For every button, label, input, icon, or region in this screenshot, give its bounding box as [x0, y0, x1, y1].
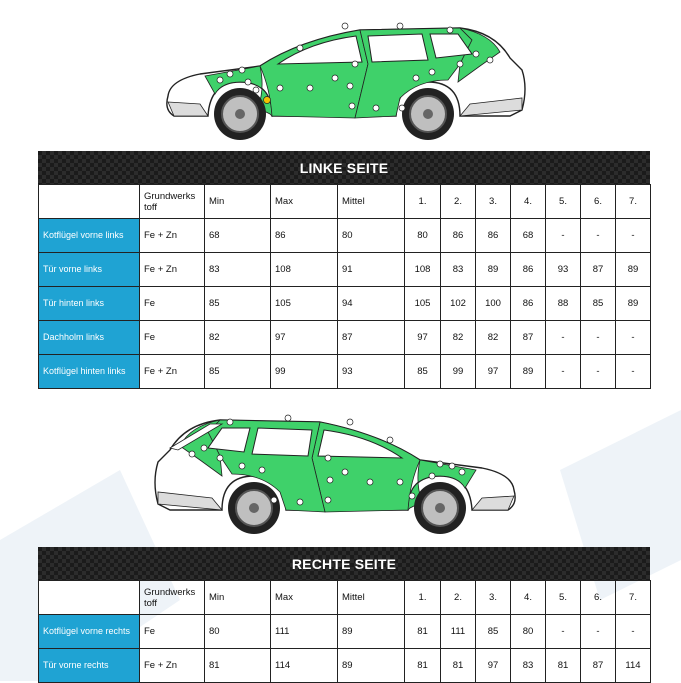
table-cell: 81 — [546, 649, 581, 683]
table-cell: 87 — [511, 321, 546, 355]
table-cell: 85 — [205, 287, 271, 321]
table-cell: 89 — [511, 355, 546, 389]
table-cell: 94 — [338, 287, 405, 321]
table-cell: 83 — [205, 253, 271, 287]
table-row — [39, 219, 651, 253]
table-cell: - — [581, 219, 616, 253]
header-cell: Max — [271, 185, 338, 219]
table-cell: 81 — [205, 649, 271, 683]
row-label: Kotflügel vorne links — [39, 219, 140, 253]
row-label: Kotflügel hinten links — [39, 355, 140, 389]
table-cell: 68 — [205, 219, 271, 253]
table-cell: 87 — [581, 253, 616, 287]
table-cell: 80 — [405, 219, 441, 253]
header-cell: 5. — [546, 581, 581, 615]
header-cell: Grundwerks toff — [140, 185, 205, 219]
table-cell: Fe + Zn — [140, 649, 205, 683]
table-cell: 86 — [511, 253, 546, 287]
table-cell: 85 — [405, 355, 441, 389]
table-cell: - — [546, 321, 581, 355]
table-cell: 82 — [205, 321, 271, 355]
table-row — [39, 321, 651, 355]
table-cell: 114 — [271, 649, 338, 683]
table-cell: 99 — [271, 355, 338, 389]
header-cell — [39, 581, 140, 615]
left-side-section — [38, 151, 650, 389]
table-cell: 89 — [338, 649, 405, 683]
left-side-table — [38, 184, 651, 389]
table-row — [39, 615, 651, 649]
table-cell: 91 — [338, 253, 405, 287]
table-cell: 97 — [271, 321, 338, 355]
table-cell: 81 — [441, 649, 476, 683]
table-cell: 89 — [338, 615, 405, 649]
right-side-table — [38, 580, 651, 683]
table-cell: 97 — [476, 355, 511, 389]
row-label: Tür vorne links — [39, 253, 140, 287]
table-cell: 87 — [581, 649, 616, 683]
table-cell: - — [616, 321, 651, 355]
header-cell: Mittel — [338, 185, 405, 219]
table-cell: 88 — [546, 287, 581, 321]
header-cell: Min — [205, 185, 271, 219]
table-cell: - — [581, 615, 616, 649]
table-cell: 85 — [476, 615, 511, 649]
table-cell: 108 — [271, 253, 338, 287]
header-cell: Mittel — [338, 581, 405, 615]
header-cell — [39, 185, 140, 219]
table-cell: 97 — [405, 321, 441, 355]
header-cell: Grundwerks toff — [140, 581, 205, 615]
table-cell: 105 — [405, 287, 441, 321]
table-cell: 83 — [441, 253, 476, 287]
table-cell: 81 — [405, 649, 441, 683]
table-cell: - — [616, 355, 651, 389]
table-cell: 99 — [441, 355, 476, 389]
right-side-section — [38, 547, 650, 683]
table-cell: 80 — [205, 615, 271, 649]
right-side-title: RECHTE SEITE — [38, 547, 650, 580]
header-cell: Max — [271, 581, 338, 615]
table-cell: 85 — [581, 287, 616, 321]
table-header-row — [39, 185, 651, 219]
row-label: Dachholm links — [39, 321, 140, 355]
table-header-row — [39, 581, 651, 615]
row-label: Tür vorne rechts — [39, 649, 140, 683]
table-cell: 86 — [271, 219, 338, 253]
header-cell: 2. — [441, 185, 476, 219]
table-cell: Fe — [140, 287, 205, 321]
table-cell: 86 — [476, 219, 511, 253]
header-cell: 4. — [511, 185, 546, 219]
row-label: Tür hinten links — [39, 287, 140, 321]
row-label: Kotflügel vorne rechts — [39, 615, 140, 649]
table-cell: 93 — [338, 355, 405, 389]
table-cell: 81 — [405, 615, 441, 649]
table-cell: 89 — [616, 253, 651, 287]
header-cell: 5. — [546, 185, 581, 219]
table-cell: 80 — [338, 219, 405, 253]
table-cell: - — [616, 615, 651, 649]
table-cell: Fe — [140, 615, 205, 649]
table-cell: 111 — [271, 615, 338, 649]
table-cell: - — [546, 615, 581, 649]
table-cell: Fe — [140, 321, 205, 355]
table-cell: 100 — [476, 287, 511, 321]
table-cell: 97 — [476, 649, 511, 683]
table-cell: - — [546, 355, 581, 389]
table-cell: 80 — [511, 615, 546, 649]
car-left-side-diagram — [160, 18, 530, 143]
table-cell: 68 — [511, 219, 546, 253]
header-cell: 4. — [511, 581, 546, 615]
table-cell: 86 — [511, 287, 546, 321]
header-cell: 3. — [476, 581, 511, 615]
table-cell: - — [616, 219, 651, 253]
header-cell: 2. — [441, 581, 476, 615]
table-cell: 85 — [205, 355, 271, 389]
table-row — [39, 649, 651, 683]
table-cell: 114 — [616, 649, 651, 683]
table-cell: 108 — [405, 253, 441, 287]
table-cell: 82 — [476, 321, 511, 355]
header-cell: 7. — [616, 581, 651, 615]
header-cell: 6. — [581, 185, 616, 219]
table-row — [39, 253, 651, 287]
header-cell: 1. — [405, 581, 441, 615]
table-cell: Fe + Zn — [140, 253, 205, 287]
header-cell: 7. — [616, 185, 651, 219]
table-cell: 102 — [441, 287, 476, 321]
table-row — [39, 355, 651, 389]
header-cell: 1. — [405, 185, 441, 219]
table-cell: 93 — [546, 253, 581, 287]
table-cell: 82 — [441, 321, 476, 355]
table-cell: - — [581, 321, 616, 355]
left-side-title: LINKE SEITE — [38, 151, 650, 184]
table-cell: Fe + Zn — [140, 355, 205, 389]
table-cell: - — [581, 355, 616, 389]
table-cell: 89 — [616, 287, 651, 321]
table-cell: 83 — [511, 649, 546, 683]
table-cell: 105 — [271, 287, 338, 321]
table-row — [39, 287, 651, 321]
table-cell: - — [546, 219, 581, 253]
table-cell: 89 — [476, 253, 511, 287]
table-cell: 87 — [338, 321, 405, 355]
header-cell: 3. — [476, 185, 511, 219]
table-cell: Fe + Zn — [140, 219, 205, 253]
table-cell: 111 — [441, 615, 476, 649]
car-right-side-diagram — [150, 410, 522, 538]
table-cell: 86 — [441, 219, 476, 253]
header-cell: Min — [205, 581, 271, 615]
header-cell: 6. — [581, 581, 616, 615]
